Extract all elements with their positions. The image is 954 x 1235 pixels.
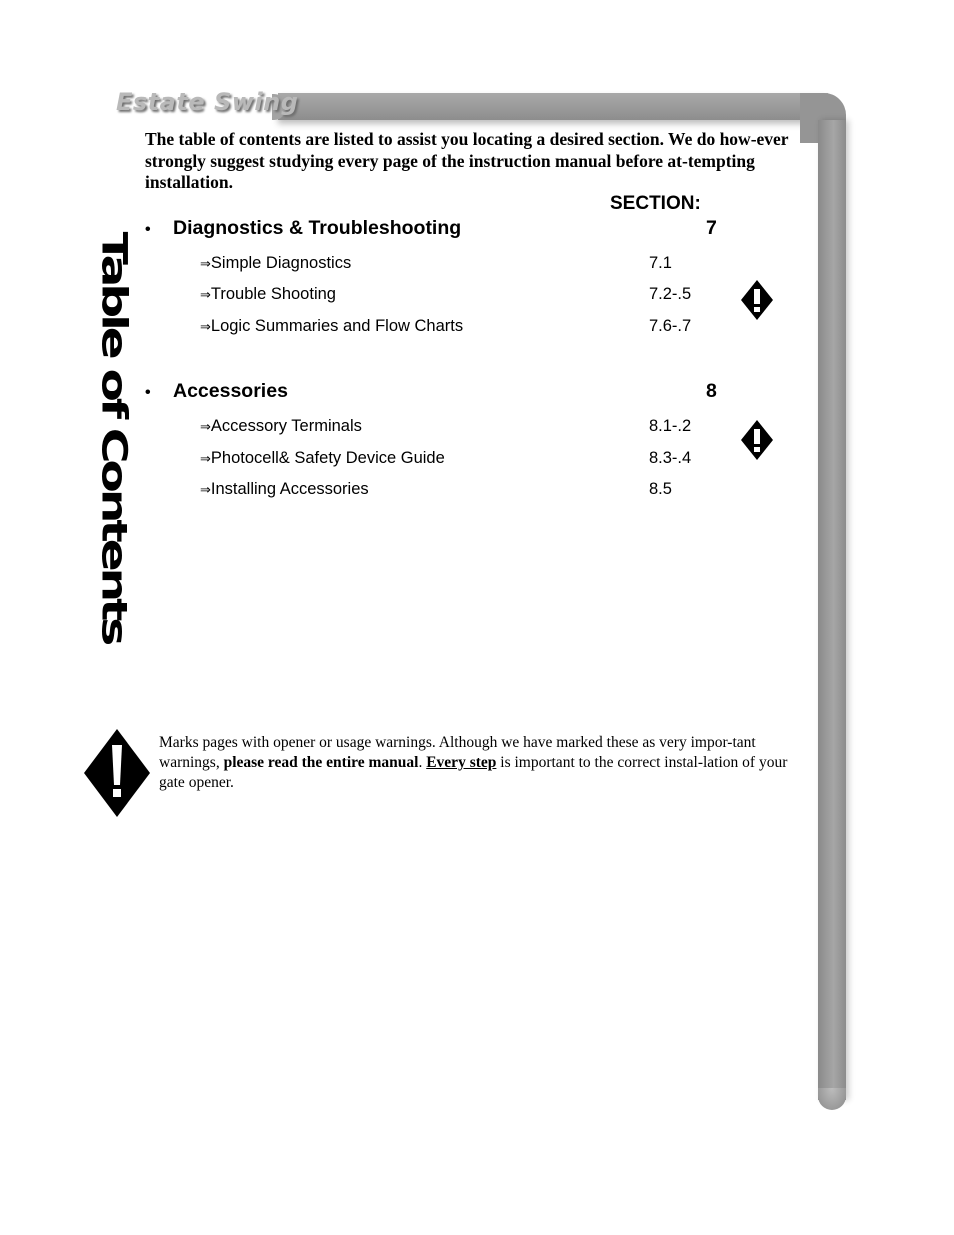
toc-item	[200, 449, 445, 468]
bullet: •	[145, 384, 151, 401]
toc-item-label: Accessory Terminals	[210, 417, 362, 435]
toc-item-page: 8.1-.2	[649, 417, 692, 435]
header-bar	[278, 93, 828, 120]
note-text: is important to the correct instal-lation of your gate opener.	[159, 754, 788, 791]
intro-paragraph: The table of contents are listed to assist you locating a desired section. We do how-ever strongly suggest studying every page of the instruction manual before at-tempting installation.	[145, 129, 789, 192]
warning-exclamation-icon	[741, 420, 773, 460]
arrow-icon: ⇒	[200, 452, 211, 467]
section-column-heading: SECTION:	[610, 193, 701, 214]
page-side-bar	[818, 120, 846, 1100]
toc-item-page: 7.2-.5	[649, 285, 692, 303]
warning-legend-note	[159, 733, 799, 793]
toc-item-label: Photocell& Safety Device Guide	[210, 449, 445, 467]
side-title-text: Table of Contents	[93, 231, 134, 643]
toc-item-label: Simple Diagnostics	[210, 254, 352, 272]
toc-group-number: 8	[706, 380, 717, 402]
toc-item	[200, 285, 336, 304]
toc-item-page: 8.3-.4	[649, 449, 692, 467]
arrow-icon: ⇒	[200, 420, 211, 435]
toc-item-page: 8.5	[649, 480, 672, 498]
toc-item-label: Installing Accessories	[210, 480, 369, 498]
arrow-icon: ⇒	[200, 320, 211, 335]
note-text: Marks pages with opener or usage warnings. Although we have marked these as very impor-tant warnings,	[159, 734, 756, 771]
toc-item-label: Trouble Shooting	[210, 285, 336, 303]
toc-group-title	[145, 217, 461, 240]
note-underlined: Every step	[426, 754, 497, 771]
toc-item-page: 7.6-.7	[649, 317, 692, 335]
note-emphasis: please read the entire manual	[223, 754, 419, 771]
page-side-bar-end	[818, 1088, 846, 1110]
toc-item	[200, 480, 369, 499]
group-title-text: Diagnostics & Troubleshooting	[173, 217, 462, 239]
toc-group-number: 7	[706, 217, 717, 239]
toc-item	[200, 254, 351, 273]
brand-title: Estate Swing	[116, 88, 299, 116]
toc-group-title	[145, 380, 288, 403]
toc-item	[200, 417, 362, 436]
arrow-icon: ⇒	[200, 257, 211, 272]
warning-exclamation-icon	[741, 280, 773, 320]
note-text: .	[418, 754, 427, 771]
group-title-text: Accessories	[173, 380, 288, 402]
bullet: •	[145, 221, 151, 238]
toc-item-page: 7.1	[649, 254, 672, 272]
warning-exclamation-icon	[84, 729, 150, 817]
arrow-icon: ⇒	[200, 483, 211, 498]
toc-item	[200, 317, 463, 336]
toc-item-label: Logic Summaries and Flow Charts	[210, 317, 464, 335]
arrow-icon: ⇒	[200, 288, 211, 303]
